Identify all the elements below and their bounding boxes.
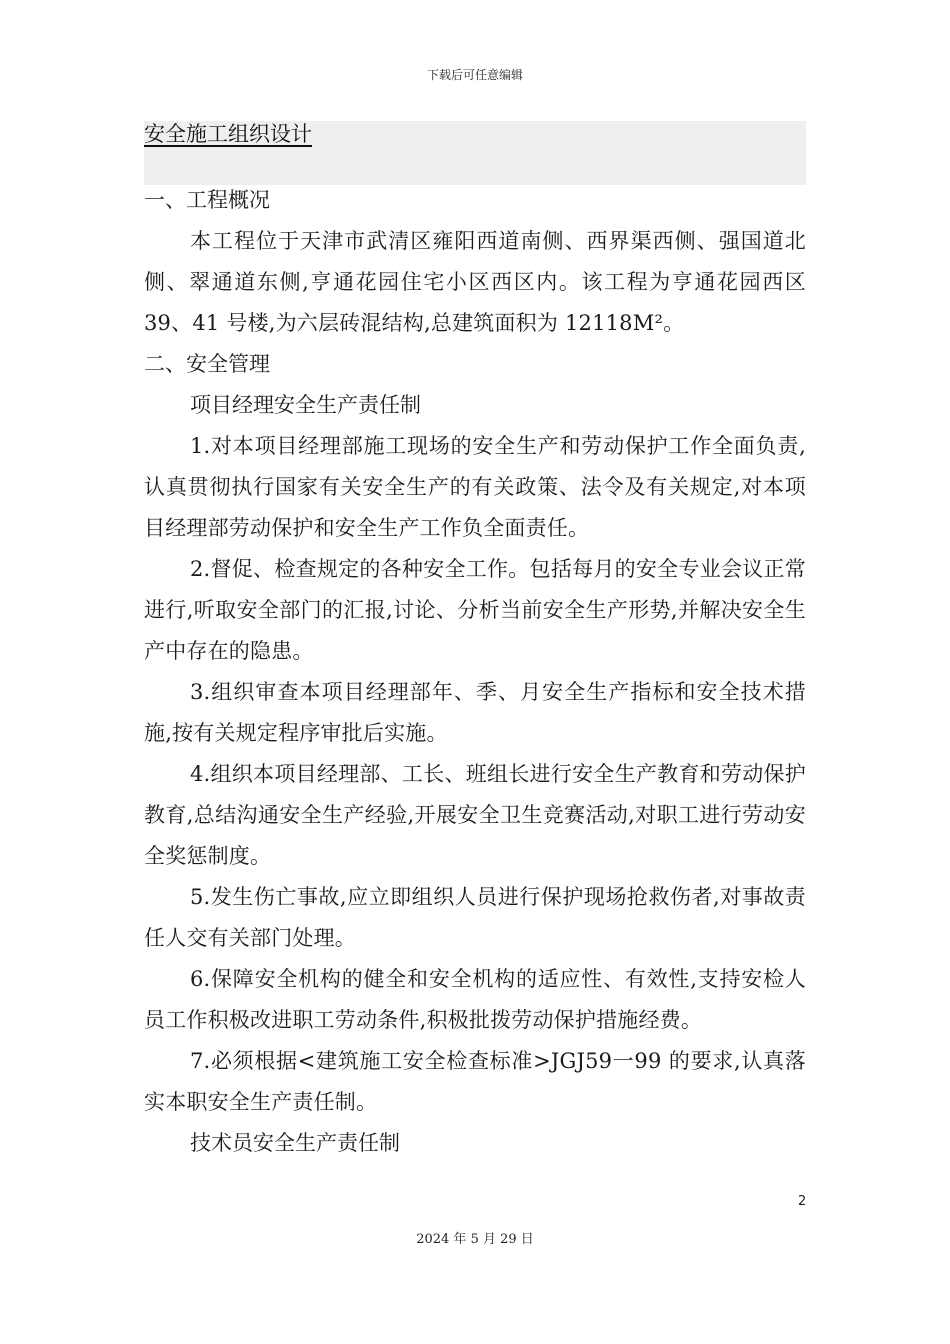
list-item: 2.督促、检查规定的各种安全工作。包括每月的安全专业会议正常进行,听取安全部门的汇报,讨论、分析当前安全生产形势,并解决安全生产中存在的隐患。 — [144, 557, 806, 663]
header-note: 下载后可任意编辑 — [426, 68, 523, 82]
footer-date: 2024 年 5 月 29 日 — [416, 1232, 534, 1247]
list-item: 4.组织本项目经理部、工长、班组长进行安全生产教育和劳动保护教育,总结沟通安全生产经验,开展安全卫生竞赛活动,对职工进行劳动安全奖惩制度。 — [144, 762, 806, 868]
list-item: 7.必须根据<建筑施工安全检查标准>JGJ59一99 的要求,认真落实本职安全生产责任制。 — [144, 1049, 806, 1114]
page-number: 2 — [798, 1194, 807, 1209]
list-item: 1.对本项目经理部施工现场的安全生产和劳动保护工作全面负责,认真贯彻执行国家有关安全生产的有关政策、法令及有关规定,对本项目经理部劳动保护和安全生产工作负全面责任。 — [144, 434, 806, 540]
section-heading-safety-management: 二、安全管理 — [144, 352, 270, 376]
overview-paragraph: 本工程位于天津市武清区雍阳西道南侧、西界渠西侧、强国道北侧、翠通道东侧,亨通花园住宅小区西区内。该工程为亨通花园西区 39、41 号楼,为六层砖混结构,总建筑面积为 12118M²。 — [144, 229, 806, 335]
list-item: 6.保障安全机构的健全和安全机构的适应性、有效性,支持安检人员工作积极改进职工劳动条件,积极批拨劳动保护措施经费。 — [144, 967, 806, 1032]
document-body — [144, 180, 806, 1164]
document-title: 安全施工组织设计 — [144, 122, 312, 146]
list-item: 3.组织审查本项目经理部年、季、月安全生产指标和安全技术措施,按有关规定程序审批后实施。 — [144, 680, 806, 745]
list-item: 5.发生伤亡事故,应立即组织人员进行保护现场抢救伤者,对事故责任人交有关部门处理。 — [144, 885, 806, 950]
subheading-project-manager: 项目经理安全生产责任制 — [190, 393, 421, 417]
subheading-technician: 技术员安全生产责任制 — [190, 1131, 400, 1155]
section-heading-overview: 一、工程概况 — [144, 188, 270, 212]
